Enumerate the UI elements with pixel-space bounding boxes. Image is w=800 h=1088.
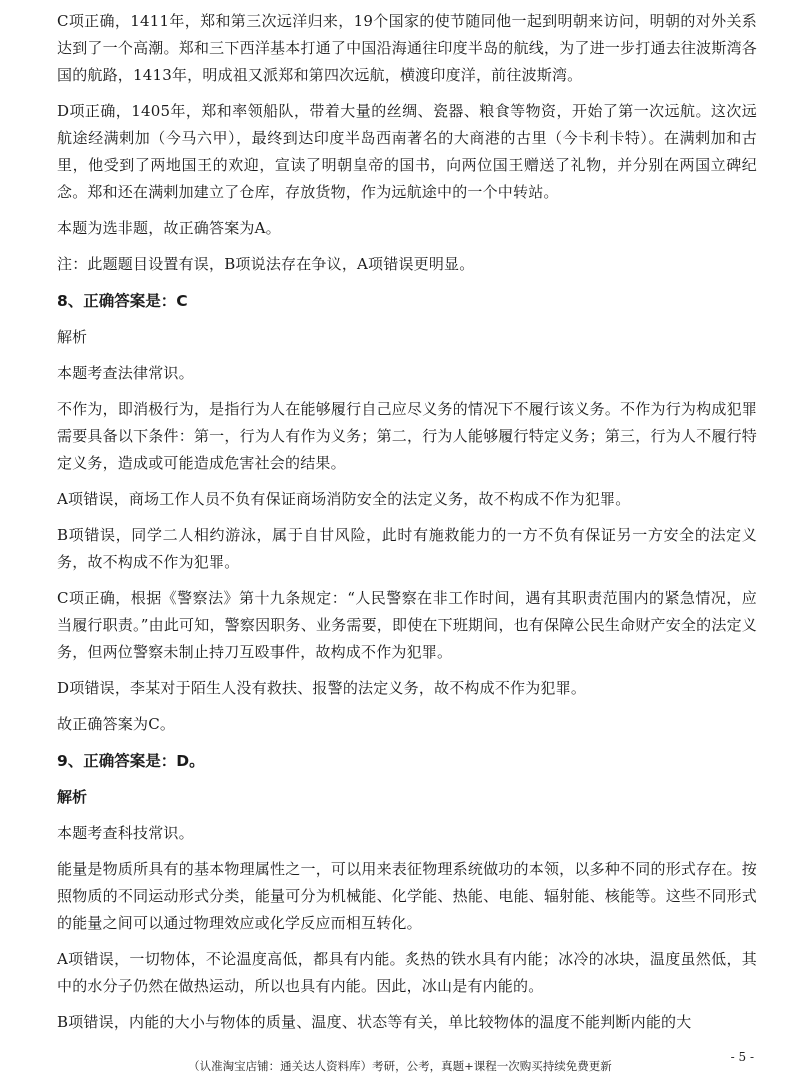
q8-paragraph-topic: 本题考查法律常识。	[57, 364, 194, 382]
q9-paragraph-topic: 本题考查科技常识。	[57, 824, 194, 842]
question-8-analysis-label: 解析	[57, 328, 88, 346]
q9-paragraph-option-b: B项错误，内能的大小与物体的质量、温度、状态等有关，单比较物体的温度不能判断内能的大	[57, 1013, 692, 1031]
page-content	[57, 8, 757, 1045]
q8-paragraph-definition: 不作为，即消极行为，是指行为人在能够履行自己应尽义务的情况下不履行该义务。不作为行为构成犯罪需要具备以下条件：第一，行为人有作为义务；第二，行为人能够履行特定义务；第三，行为人不履行特定义务，造成或可能造成危害社会的结果。	[57, 400, 757, 472]
question-9-analysis-label: 解析	[57, 788, 88, 806]
q8-paragraph-answer: 故正确答案为C。	[57, 715, 176, 733]
q8-paragraph-option-a: A项错误，商场工作人员不负有保证商场消防安全的法定义务，故不构成不作为犯罪。	[57, 490, 631, 508]
paragraph-option-d-zhenghe: D项正确，1405年，郑和率领船队，带着大量的丝绸、瓷器、粮食等物资，开始了第一次远航。这次远航途经满剌加（今马六甲），最终到达印度半岛西南著名的大商港的古里（今卡利卡特）。在满剌加和古里，他受到了两地国王的欢迎，宣读了明朝皇帝的国书，向两位国王赠送了礼物，并分别在两国立碑纪念。郑和还在满剌加建立了仓库，存放货物，作为远航途中的一个中转站。	[57, 102, 757, 201]
question-9-heading: 9、正确答案是：D。	[57, 752, 205, 770]
page-footer: （认准淘宝店铺：通关达人资料库）考研，公考，真题+课程一次购买持续免费更新	[188, 1059, 612, 1073]
paragraph-option-c-zhenghe: C项正确，1411年，郑和第三次远洋归来，19个国家的使节随同他一起到明朝来访问，明朝的对外关系达到了一个高潮。郑和三下西洋基本打通了中国沿海通往印度半岛的航线，为了进一步打通去往波斯湾各国的航路，1413年，明成祖又派郑和第四次远航，横渡印度洋，前往波斯湾。	[57, 12, 757, 84]
page-number: - 5 -	[730, 1050, 754, 1064]
question-8-heading: 8、正确答案是：C	[57, 292, 188, 310]
q9-paragraph-option-a: A项错误，一切物体，不论温度高低，都具有内能。炙热的铁水具有内能；冰冷的冰块，温度虽然低，其中的水分子仍然在做热运动，所以也具有内能。因此，冰山是有内能的。	[57, 950, 757, 995]
paragraph-answer-7: 本题为选非题，故正确答案为A。	[57, 219, 281, 237]
q8-paragraph-option-c: C项正确，根据《警察法》第十九条规定：“人民警察在非工作时间，遇有其职责范围内的紧急情况，应当履行职责。”由此可知，警察因职务、业务需要，即使在下班期间，也有保障公民生命财产安全的法定义务，但两位警察未制止持刀互殴事件，故构成不作为犯罪。	[57, 589, 757, 661]
q8-paragraph-option-b: B项错误，同学二人相约游泳，属于自甘风险，此时有施救能力的一方不负有保证另一方安全的法定义务，故不构成不作为犯罪。	[57, 526, 757, 571]
q8-paragraph-option-d: D项错误，李某对于陌生人没有救扶、报警的法定义务，故不构成不作为犯罪。	[57, 679, 587, 697]
q9-paragraph-energy: 能量是物质所具有的基本物理属性之一，可以用来表征物理系统做功的本领，以多种不同的形式存在。按照物质的不同运动形式分类，能量可分为机械能、化学能、热能、电能、辐射能、核能等。这些不同形式的能量之间可以通过物理效应或化学反应而相互转化。	[57, 860, 757, 932]
paragraph-note-7: 注：此题题目设置有误，B项说法存在争议，A项错误更明显。	[57, 255, 475, 273]
